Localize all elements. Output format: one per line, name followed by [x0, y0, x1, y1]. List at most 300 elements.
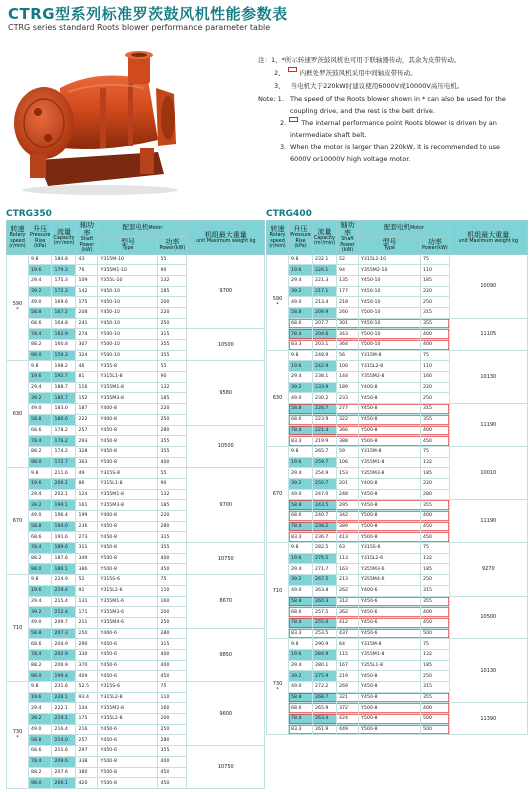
page-subtitle: CTRG series standard Roots blower performance parameter table: [8, 23, 271, 32]
shaft-power-cell: 63: [337, 543, 359, 554]
capacity-cell: 226.7: [313, 404, 337, 415]
motor-power-cell: 250: [421, 297, 450, 308]
motor-type-cell: Y450-6: [359, 607, 421, 618]
motor-type-cell: Y500-10: [359, 340, 421, 351]
pressure-cell: 88.2: [29, 553, 52, 564]
motor-type-cell: Y355M1-6: [98, 596, 158, 607]
motor-power-cell: 315: [421, 585, 450, 596]
pressure-cell: 68.6: [29, 318, 52, 329]
motor-power-cell: 400: [421, 607, 450, 618]
weight-cell: 9580: [187, 361, 265, 425]
pressure-cell: 49.0: [289, 297, 313, 308]
motor-type-cell: Y500-8: [359, 521, 421, 532]
capacity-cell: 226.1: [313, 265, 337, 276]
pressure-cell: 83.3: [289, 340, 313, 351]
capacity-cell: 268.7: [313, 692, 337, 703]
header-motor-type-cn: 型号: [382, 238, 397, 247]
motor-power-cell: 315: [421, 307, 450, 318]
motor-type-cell: Y450-10: [359, 275, 421, 286]
ctrg350-title: CTRG350: [6, 209, 52, 219]
header-motor-cn: 配套电机: [122, 223, 149, 232]
motor-power-cell: 110: [421, 361, 450, 372]
note-cn-3: 3、 当电机大于220kW时建议使用6000V或10000V高压电机。: [274, 82, 464, 90]
pressure-cell: 58.8: [29, 307, 52, 318]
shaft-power-cell: 152: [76, 393, 98, 404]
motor-type-cell: Y400-6: [98, 628, 158, 639]
capacity-cell: 202.9: [52, 649, 76, 660]
capacity-cell: 224.9: [52, 575, 76, 586]
capacity-cell: 202.1: [52, 489, 76, 500]
table-row: [7, 746, 265, 757]
motor-power-cell: 315: [158, 532, 187, 543]
shaft-power-cell: 241: [76, 318, 98, 329]
shaft-power-cell: 312: [337, 596, 359, 607]
header-speed-cn: 转速: [10, 225, 25, 233]
motor-power-cell: 132: [158, 382, 187, 393]
shaft-power-cell: 290: [76, 639, 98, 650]
motor-power-cell: 315: [158, 329, 187, 340]
pressure-cell: 39.2: [29, 714, 52, 725]
motor-power-cell: 280: [158, 735, 187, 746]
motor-power-cell: 400: [421, 703, 450, 714]
weight-cell: 10090: [449, 254, 527, 318]
capacity-cell: 232.1: [313, 254, 337, 265]
pressure-cell: 9.8: [289, 350, 313, 361]
motor-type-cell: Y450-8: [359, 393, 421, 404]
header-motor: [98, 221, 187, 237]
motor-type-cell: Y450-8: [359, 500, 421, 511]
shaft-power-cell: 52.5: [76, 682, 98, 693]
shaft-power-cell: 363: [76, 457, 98, 468]
header-weight-en: unit Maximum weight kg: [196, 238, 256, 244]
shaft-power-cell: 338: [76, 756, 98, 767]
header-pressure: [289, 221, 313, 255]
capacity-cell: 204.6: [313, 329, 337, 340]
motor-power-cell: 280: [158, 425, 187, 436]
capacity-cell: 221.3: [313, 275, 337, 286]
shaft-power-cell: 386: [76, 564, 98, 575]
shaft-power-cell: 389: [337, 521, 359, 532]
motor-type-cell: Y315M-8: [359, 639, 421, 650]
motor-power-cell: 220: [158, 307, 187, 318]
motor-power-cell: 185: [421, 660, 450, 671]
shaft-power-cell: 124: [76, 489, 98, 500]
capacity-cell: 186.1: [52, 564, 76, 575]
capacity-cell: 189.6: [52, 543, 76, 554]
capacity-cell: 191.6: [52, 532, 76, 543]
header-capacity: [52, 221, 76, 255]
pressure-cell: 19.6: [289, 553, 313, 564]
roots-blower-image: [8, 48, 184, 196]
motor-power-cell: 90: [158, 265, 187, 276]
motor-power-cell: 500: [421, 628, 450, 639]
shaft-power-cell: 260: [337, 307, 359, 318]
capacity-cell: 160.8: [52, 340, 76, 351]
shaft-power-cell: 370: [76, 660, 98, 671]
capacity-cell: 216.4: [52, 724, 76, 735]
header-motor-en: Motor: [148, 226, 163, 232]
capacity-cell: 175.3: [52, 275, 76, 286]
motor-power-cell: 450: [158, 778, 187, 789]
capacity-cell: 290.9: [313, 639, 337, 650]
shaft-power-cell: 59: [337, 446, 359, 457]
pressure-cell: 19.6: [289, 457, 313, 468]
motor-power-cell: 450: [421, 617, 450, 628]
header-weight-en: unit Maximum weight kg: [458, 238, 519, 244]
shaft-power-cell: 153: [337, 468, 359, 479]
header-motor-type-en: Type: [122, 246, 134, 252]
pressure-cell: 83.3: [289, 724, 313, 735]
motor-power-cell: 355: [158, 436, 187, 447]
motor-type-cell: Y315S-8: [98, 468, 158, 479]
motor-type-cell: Y500-8: [359, 724, 421, 735]
motor-type-cell: Y450-6: [98, 671, 158, 682]
shaft-power-cell: 64: [337, 639, 359, 650]
motor-power-cell: 280: [158, 521, 187, 532]
motor-type-cell: Y500-8: [359, 532, 421, 543]
motor-type-cell: Y450-8: [359, 671, 421, 682]
speed-value: 710: [272, 587, 283, 594]
motor-power-cell: 400: [421, 329, 450, 340]
shaft-power-cell: 135: [337, 275, 359, 286]
shaft-power-cell: 100: [337, 361, 359, 372]
ctrg350-table: [6, 220, 265, 789]
capacity-cell: 188.7: [52, 382, 76, 393]
motor-power-cell: 355: [158, 746, 187, 757]
motor-type-cell: Y355L-10: [98, 275, 158, 286]
motor-power-cell: 55: [158, 254, 187, 265]
motor-power-cell: 450: [158, 564, 187, 575]
pressure-cell: 88.2: [29, 340, 52, 351]
motor-type-cell: Y355M1-8: [98, 382, 158, 393]
shaft-power-cell: 49: [76, 468, 98, 479]
inner-frame-legend-icon: [289, 117, 298, 122]
ctrg350-panel: [6, 208, 265, 789]
shaft-power-cell: 412: [337, 617, 359, 628]
pressure-cell: 9.8: [29, 682, 52, 693]
motor-type-cell: Y315M-10: [98, 254, 158, 265]
motor-power-cell: 250: [421, 671, 450, 682]
motor-power-cell: 500: [421, 714, 450, 725]
shaft-power-cell: 142: [76, 286, 98, 297]
motor-type-cell: Y450-10: [98, 307, 158, 318]
speed-value: 730: [12, 728, 23, 735]
motor-type-cell: Y450-6: [98, 735, 158, 746]
shaft-power-cell: 211: [76, 617, 98, 628]
pressure-cell: 19.6: [289, 265, 313, 276]
shaft-power-cell: 328: [76, 446, 98, 457]
pressure-cell: 78.4: [289, 329, 313, 340]
shaft-power-cell: 86: [76, 478, 98, 489]
speed-star-marker: *: [276, 686, 279, 693]
motor-type-cell: Y355M1-8: [359, 649, 421, 660]
shaft-power-cell: 273: [76, 532, 98, 543]
pressure-cell: 68.6: [29, 425, 52, 436]
shaft-power-cell: 297: [76, 746, 98, 757]
shaft-power-cell: 322: [337, 414, 359, 425]
motor-power-cell: 400: [421, 425, 450, 436]
motor-power-cell: 355: [421, 596, 450, 607]
motor-power-cell: 450: [158, 671, 187, 682]
capacity-cell: 207.6: [52, 767, 76, 778]
capacity-cell: 261.9: [313, 724, 337, 735]
motor-power-cell: 250: [158, 617, 187, 628]
shaft-power-cell: 236: [76, 521, 98, 532]
shaft-power-cell: 349: [76, 553, 98, 564]
table-row: [7, 468, 265, 479]
shaft-power-cell: 364: [337, 340, 359, 351]
motor-type-cell: Y355M3-8: [98, 500, 158, 511]
pressure-cell: 19.6: [29, 372, 52, 383]
shaft-power-cell: 307: [76, 340, 98, 351]
header-pressure-cn: 升压: [33, 225, 48, 233]
motor-type-cell: Y450-6: [98, 724, 158, 735]
capacity-cell: 211.6: [52, 746, 76, 757]
motor-power-cell: 110: [158, 692, 187, 703]
weight-cell: 11190: [449, 404, 527, 447]
pressure-cell: 19.6: [289, 649, 313, 660]
pressure-cell: 98.0: [29, 457, 52, 468]
motor-power-cell: 90: [158, 478, 187, 489]
shaft-power-cell: 199: [76, 511, 98, 522]
pressure-cell: 58.8: [29, 521, 52, 532]
motor-power-cell: 355: [158, 543, 187, 554]
table-row: [7, 628, 265, 639]
capacity-cell: 199.4: [52, 671, 76, 682]
capacity-cell: 199.1: [52, 500, 76, 511]
motor-power-cell: 400: [158, 457, 187, 468]
capacity-cell: 185.7: [52, 393, 76, 404]
shaft-power-cell: 208: [76, 307, 98, 318]
shaft-power-cell: 330: [76, 649, 98, 660]
motor-type-cell: Y500-8: [98, 564, 158, 575]
shaft-power-cell: 109: [76, 275, 98, 286]
motor-type-cell: Y315L2-6: [98, 585, 158, 596]
pressure-cell: 58.8: [29, 628, 52, 639]
speed-value: 670: [12, 518, 23, 525]
motor-type-cell: Y450-8: [98, 446, 158, 457]
motor-power-cell: 75: [421, 639, 450, 650]
capacity-cell: 204.9: [52, 639, 76, 650]
motor-power-cell: 200: [158, 607, 187, 618]
shaft-power-cell: 219: [337, 671, 359, 682]
pressure-cell: 9.8: [289, 639, 313, 650]
pressure-cell: 9.8: [29, 575, 52, 586]
pressure-cell: 29.4: [29, 489, 52, 500]
capacity-cell: 243.5: [313, 500, 337, 511]
shaft-power-cell: 167: [337, 660, 359, 671]
capacity-cell: 284.9: [313, 649, 337, 660]
pressure-cell: 29.4: [29, 382, 52, 393]
motor-power-cell: 355: [421, 500, 450, 511]
motor-power-cell: 110: [421, 265, 450, 276]
motor-type-cell: Y500-10: [98, 350, 158, 361]
weight-cell: 10500: [187, 329, 265, 361]
motor-type-cell: Y450-10: [98, 297, 158, 308]
shaft-power-cell: 52: [76, 575, 98, 586]
pressure-cell: 39.2: [289, 382, 313, 393]
table-row: [7, 329, 265, 340]
pressure-cell: 88.2: [29, 767, 52, 778]
motor-power-cell: 75: [421, 254, 450, 265]
motor-type-cell: Y315M-8: [359, 350, 421, 361]
pressure-cell: 9.8: [29, 254, 52, 265]
pressure-cell: 39.2: [29, 286, 52, 297]
motor-type-cell: Y355M4-6: [98, 617, 158, 628]
header-weight-cn: 机组最大重量: [204, 230, 247, 239]
header-motor-power: [421, 236, 450, 254]
motor-power-cell: 450: [421, 532, 450, 543]
table-row: [267, 318, 528, 329]
shaft-power-cell: 388: [337, 436, 359, 447]
speed-cell: [267, 543, 289, 639]
weight-cell: 9270: [449, 543, 527, 596]
capacity-cell: 263.8: [313, 585, 337, 596]
shaft-power-cell: 218: [337, 297, 359, 308]
shaft-power-cell: 248: [337, 489, 359, 500]
shaft-power-cell: 372: [337, 703, 359, 714]
motor-power-cell: 132: [421, 553, 450, 564]
shaft-power-cell: 257: [76, 735, 98, 746]
shaft-power-cell: 293: [76, 436, 98, 447]
shaft-power-cell: 189: [337, 382, 359, 393]
table-row: [7, 543, 265, 554]
shaft-power-cell: 116: [76, 382, 98, 393]
pressure-cell: 19.6: [29, 478, 52, 489]
speed-cell: [7, 575, 29, 682]
capacity-cell: 178.2: [52, 425, 76, 436]
shaft-power-cell: 437: [337, 628, 359, 639]
header-speed-en: Rotary speed (r/min): [269, 233, 286, 249]
pressure-cell: 68.6: [29, 746, 52, 757]
capacity-cell: 196.4: [52, 511, 76, 522]
weight-cell: 11105: [449, 318, 527, 350]
motor-type-cell: Y450-6: [359, 617, 421, 628]
motor-power-cell: 132: [421, 457, 450, 468]
motor-type-cell: Y400-8: [359, 382, 421, 393]
motor-type-cell: Y400-8: [98, 414, 158, 425]
motor-power-cell: 355: [158, 446, 187, 457]
header-speed-cn: 转速: [270, 225, 285, 233]
weight-cell: 8670: [187, 575, 265, 628]
speed-value: 630: [272, 395, 283, 402]
motor-type-cell: Y450-6: [98, 649, 158, 660]
shaft-power-cell: 362: [337, 607, 359, 618]
motor-power-cell: 132: [158, 489, 187, 500]
pressure-cell: 78.4: [289, 714, 313, 725]
pressure-cell: 49.0: [29, 617, 52, 628]
motor-power-cell: 400: [158, 553, 187, 564]
header-capacity-en: Capacity (m³/min): [314, 235, 336, 247]
shaft-power-cell: 413: [337, 532, 359, 543]
speed-cell: [267, 350, 289, 446]
motor-power-cell: 400: [158, 756, 187, 767]
pressure-cell: 83.3: [289, 436, 313, 447]
pressure-cell: 68.6: [289, 607, 313, 618]
table-row: [7, 575, 265, 586]
speed-cell: [7, 682, 29, 789]
speed-value: 730: [272, 680, 283, 687]
motor-type-cell: Y355M3-6: [359, 564, 421, 575]
motor-type-cell: Y315L1-8: [98, 372, 158, 383]
motor-type-cell: Y315S-6: [98, 575, 158, 586]
pressure-cell: 19.6: [29, 692, 52, 703]
capacity-cell: 209.9: [313, 307, 337, 318]
motor-type-cell: Y315L2-8: [98, 692, 158, 703]
motor-type-cell: Y450-8: [98, 521, 158, 532]
shaft-power-cell: 91: [76, 585, 98, 596]
motor-type-cell: Y315L2-10: [359, 254, 421, 265]
motor-power-cell: 160: [158, 703, 187, 714]
header-weight: [449, 221, 527, 255]
shaft-power-cell: 134: [76, 703, 98, 714]
shaft-power-cell: 366: [337, 425, 359, 436]
speed-value: 670: [272, 491, 283, 498]
motor-power-cell: 315: [421, 682, 450, 693]
speed-star-marker: *: [16, 307, 19, 314]
capacity-cell: 240.7: [313, 511, 337, 522]
motor-type-cell: Y450-8: [98, 543, 158, 554]
note-cn-2: 2、 内框处罗茨鼓风机采用中间轴皮带传动。: [274, 69, 417, 77]
motor-power-cell: 55: [158, 468, 187, 479]
pressure-cell: 49.0: [29, 511, 52, 522]
capacity-cell: 254.9: [313, 468, 337, 479]
capacity-cell: 263.4: [313, 714, 337, 725]
motor-type-cell: Y400-8: [359, 478, 421, 489]
header-pressure-en: Pressure Rise (kPa): [290, 233, 311, 249]
motor-power-cell: 450: [421, 436, 450, 447]
capacity-cell: 203.1: [313, 340, 337, 351]
capacity-cell: 272.2: [313, 682, 337, 693]
pressure-cell: 39.2: [289, 671, 313, 682]
capacity-cell: 253.5: [313, 628, 337, 639]
shaft-power-cell: 175: [76, 714, 98, 725]
motor-type-cell: Y315M-8: [359, 446, 421, 457]
capacity-cell: 215.4: [52, 596, 76, 607]
header-motor-type-cn: 型号: [120, 238, 135, 247]
table-row: [267, 543, 528, 554]
weight-cell: 9700: [187, 468, 265, 543]
capacity-cell: 194.0: [52, 521, 76, 532]
capacity-cell: 265.7: [313, 446, 337, 457]
pressure-cell: 68.6: [289, 414, 313, 425]
pressure-cell: 9.8: [289, 254, 313, 265]
header-capacity-cn: 流量: [56, 227, 71, 236]
motor-type-cell: Y500-8: [98, 778, 158, 789]
table-row: [7, 254, 265, 265]
weight-cell: 10500: [187, 425, 265, 468]
capacity-cell: 260.3: [313, 596, 337, 607]
motor-power-cell: 355: [158, 350, 187, 361]
motor-type-cell: Y315S-6: [359, 543, 421, 554]
motor-type-cell: Y450-6: [98, 746, 158, 757]
pressure-cell: 19.6: [289, 361, 313, 372]
table-row: [267, 500, 528, 511]
capacity-cell: 282.5: [313, 543, 337, 554]
shaft-power-cell: 321: [337, 692, 359, 703]
motor-power-cell: 185: [421, 564, 450, 575]
shaft-power-cell: 233: [337, 393, 359, 404]
capacity-cell: 267.5: [313, 575, 337, 586]
capacity-cell: 162.9: [52, 329, 76, 340]
capacity-cell: 180.6: [52, 414, 76, 425]
shaft-power-cell: 81: [76, 372, 98, 383]
speed-value: 590: [272, 296, 283, 303]
pressure-cell: 49.0: [289, 585, 313, 596]
pressure-cell: 9.8: [29, 361, 52, 372]
shaft-power-cell: 222: [76, 414, 98, 425]
capacity-cell: 280.1: [313, 660, 337, 671]
